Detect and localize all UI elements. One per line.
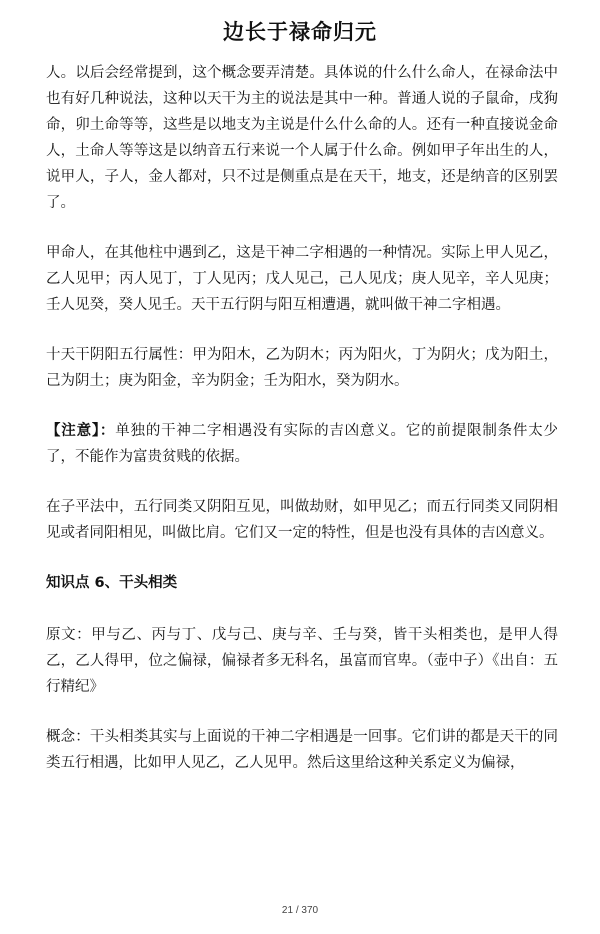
section-heading: 知识点 6、干头相类: [46, 575, 178, 591]
note-paragraph: [46, 418, 558, 470]
document-body: [46, 60, 558, 800]
paragraph-ziping: 在子平法中，五行同类又阴阳互见，叫做劫财，如甲见乙；而五行同类又同阴相见或者同阳相见，叫做比肩。它们又一定的特性，但是也没有具体的吉凶意义。: [46, 499, 558, 541]
page-title: 边长于禄命归元: [223, 20, 377, 44]
note-text: 单独的干神二字相遇没有实际的吉凶意义。它的前提限制条件太少了，不能作为富贵贫贱的依据。: [46, 423, 559, 465]
page-number: 21 / 370: [281, 905, 319, 916]
paragraph-original-text: 原文：甲与乙、丙与丁、戊与己、庚与辛、壬与癸，皆干头相类也，是甲人得乙，乙人得甲，位之偏禄，偏禄者多无科名，虽富而官卑。（壶中子）《出自：五行精纪》: [46, 627, 558, 695]
note-label: 【注意】：: [46, 423, 116, 439]
paragraph-concept: 概念：干头相类其实与上面说的干神二字相遇是一回事。它们讲的都是天干的同类五行相遇，比如甲人见乙，乙人见甲。然后这里给这种关系定义为偏禄，: [46, 729, 558, 771]
paragraph-intro: 人。以后会经常提到，这个概念要弄清楚。具体说的什么什么命人，在禄命法中也有好几种说法，这种以天干为主的说法是其中一种。普通人说的子鼠命，戌狗命，卯土命等等，这些是以地支为主说是什么什么命的人。还有一种直接说金命人，土命人等等这是以纳音五行来说一个人属于什么命。例如甲子年出生的人，说甲人，子人，金人都对，只不过是侧重点是在天干，地支，还是纳音的区别罢了。: [46, 65, 558, 211]
paragraph-ganshen: 甲命人，在其他柱中遇到乙，这是干神二字相遇的一种情况。实际上甲人见乙，乙人见甲；丙人见丁，丁人见丙；戊人见己，己人见戊；庚人见辛，辛人见庚；壬人见癸，癸人见壬。天干五行阴与阳互相遭遇，就叫做干神二字相遇。: [46, 245, 558, 313]
paragraph-yinyang: 十天干阴阳五行属性：甲为阳木，乙为阴木；丙为阳火，丁为阴火；戊为阳土，己为阴土；庚为阳金，辛为阴金；壬为阳水，癸为阴水。: [46, 347, 558, 389]
